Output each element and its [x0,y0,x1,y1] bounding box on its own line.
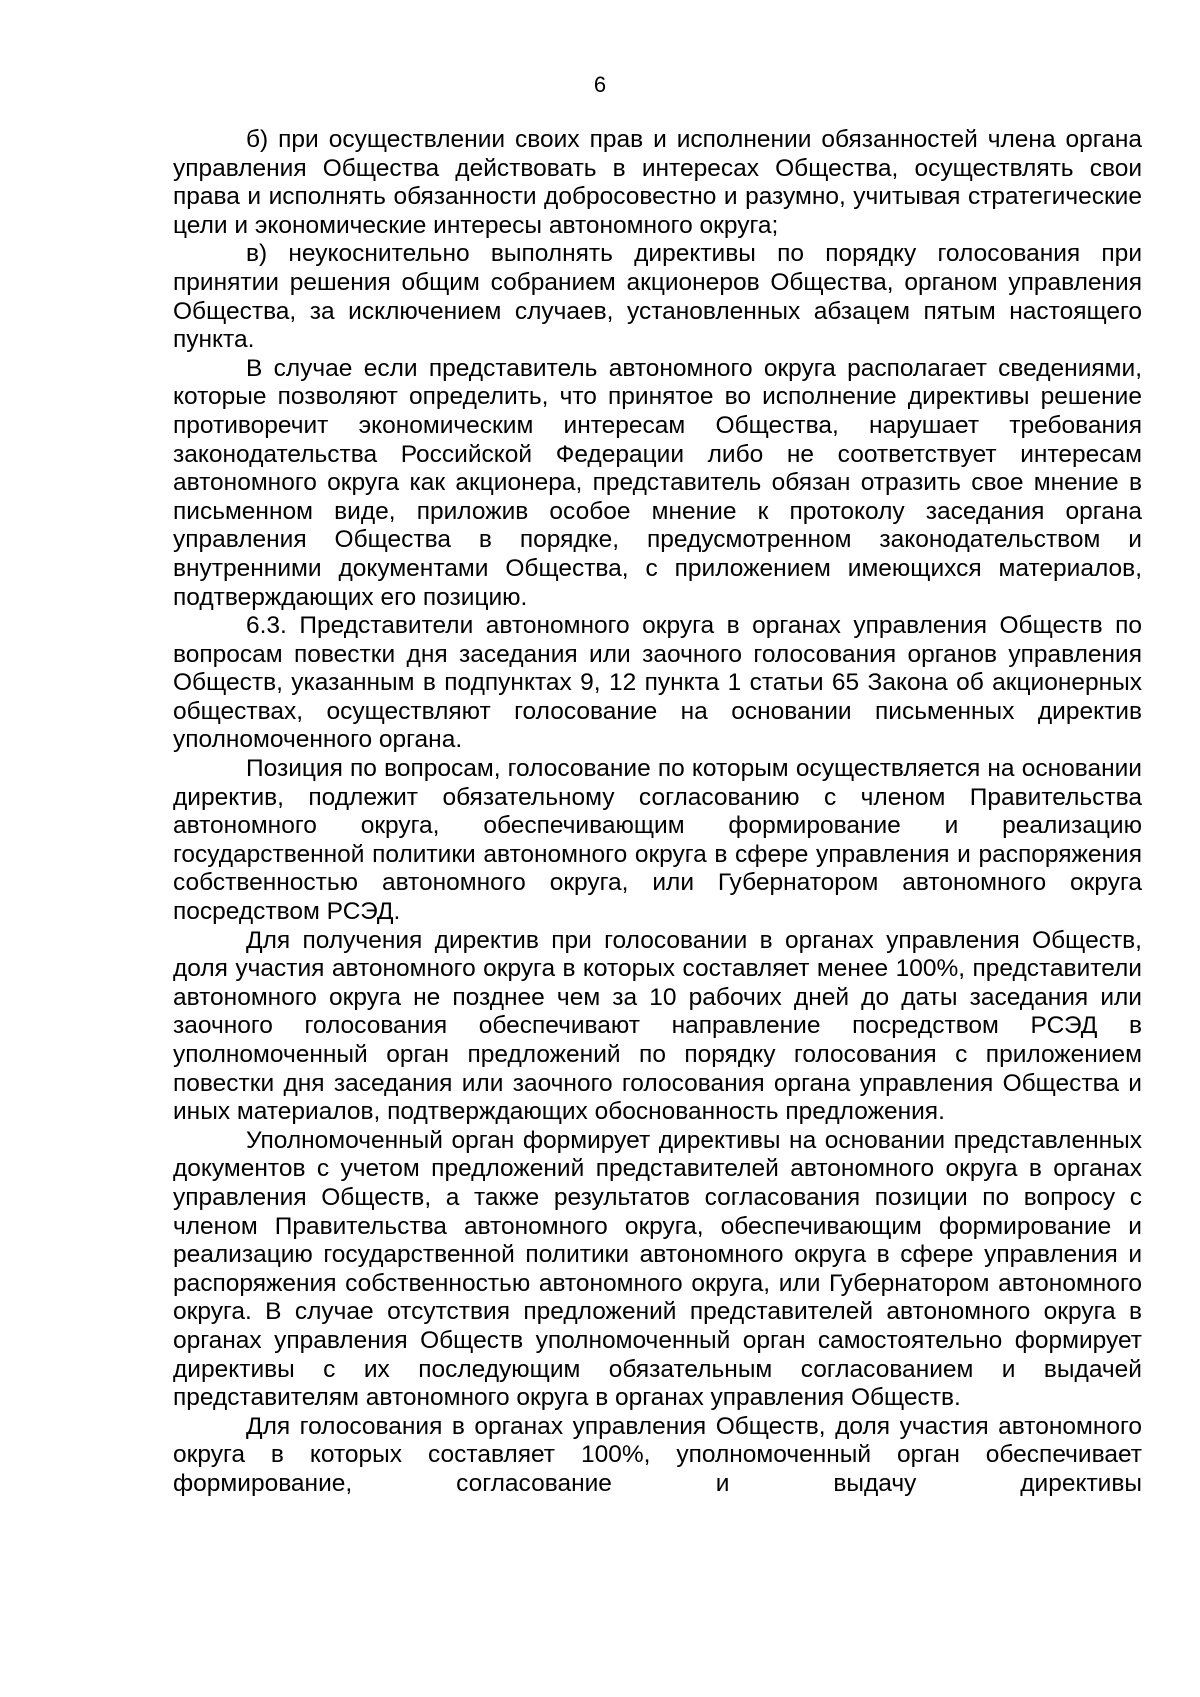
paragraph-dissent: В случае если представитель автономного округа располагает сведениями, которые позволяют определить, что принятое во исполнение директивы решение противоречит экономическим интересам Общества, нарушает требования законодательства Российской Федерации либо не соответствует интересам автономного округа как акционера, представитель обязан отразить свое мнение в письменном виде, приложив особое мнение к протоколу заседания органа управления Общества в порядке, предусмотренном законодательством и внутренними документами Общества, с приложением имеющихся материалов, подтверждающих его позицию. [173,354,1142,611]
paragraph-b: б) при осуществлении своих прав и исполнении обязанностей члена органа управления Общества действовать в интересах Общества, осуществлять свои права и исполнять обязанности добросовестно и разумно, учитывая стратегические цели и экономические интересы автономного округа; [173,126,1142,239]
paragraph-position-approval: Позиция по вопросам, голосование по которым осуществляется на основании директив, подлежит обязательному согласованию с членом Правительства автономного округа, обеспечивающим формирование и реализацию государственной политики автономного округа в сфере управления и распоряжения собственностью автономного округа, или Губернатором автономного округа посредством РСЭД. [173,755,1142,926]
paragraph-directive-request: Для получения директив при голосовании в органах управления Обществ, доля участия автономного округа в которых составляет менее 100%, представители автономного округа не позднее чем за 10 рабочих дней до даты заседания или заочного голосования обеспечивают направление посредством РСЭД в уполномоченный орган предложений по порядку голосования с приложением повестки дня заседания или заочного голосования органа управления Общества и иных материалов, подтверждающих обоснованность предложения. [173,926,1142,1126]
paragraph-directive-formation: Уполномоченный орган формирует директивы на основании представленных документов с учетом предложений представителей автономного округа в органах управления Обществ, а также результатов согласования позиции по вопросу с членом Правительства автономного округа, обеспечивающим формирование и реализацию государственной политики автономного округа в сфере управления и распоряжения собственностью автономного округа, или Губернатором автономного округа. В случае отсутствия предложений представителей автономного округа в органах управления Обществ уполномоченный орган самостоятельно формирует директивы с их последующим обязательным согласованием и выдачей представителям автономного округа в органах управления Обществ. [173,1126,1142,1412]
paragraph-full-ownership: Для голосования в органах управления Обществ, доля участия автономного округа в которых составляет 100%, уполномоченный орган обеспечивает формирование, согласование и выдачу директивы [173,1412,1142,1497]
paragraph-v: в) неукоснительно выполнять директивы по порядку голосования при принятии решения общим собранием акционеров Общества, органом управления Общества, за исключением случаев, установленных абзацем пятым настоящего пункта. [173,240,1142,354]
page-number: 6 [593,72,607,97]
document-body [173,126,1142,1499]
paragraph-6-3: 6.3. Представители автономного округа в органах управления Обществ по вопросам повестки дня заседания или заочного голосования органов управления Обществ, указанным в подпунктах 9, 12 пункта 1 статьи 65 Закона об акционерных обществах, осуществляют голосование на основании письменных директив уполномоченного органа. [173,612,1142,754]
